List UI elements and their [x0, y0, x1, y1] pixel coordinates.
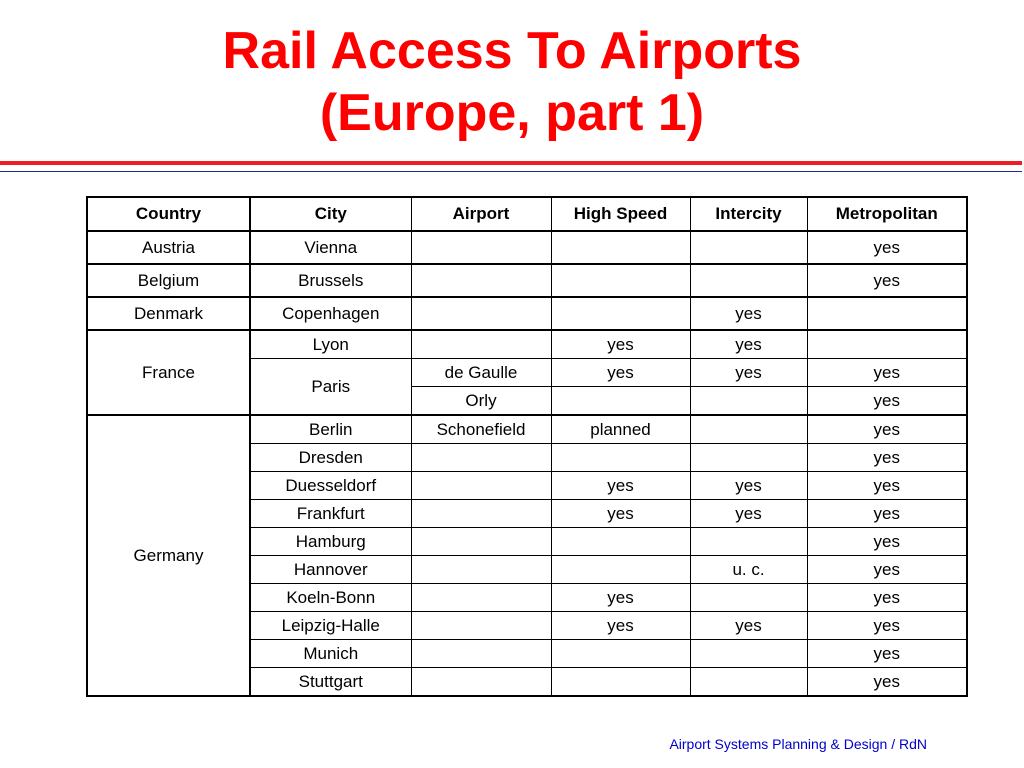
cell-city: Munich — [250, 640, 411, 668]
cell-city: Brussels — [250, 264, 411, 297]
cell-intercity — [690, 444, 807, 472]
slide-title-line2: (Europe, part 1) — [319, 84, 705, 142]
cell-airport — [411, 584, 551, 612]
blue-divider — [0, 171, 1022, 172]
cell-high-speed — [551, 640, 690, 668]
cell-metropolitan: yes — [807, 415, 967, 444]
cell-airport — [411, 264, 551, 297]
cell-metropolitan: yes — [807, 264, 967, 297]
cell-airport — [411, 528, 551, 556]
cell-metropolitan: yes — [807, 528, 967, 556]
cell-airport — [411, 668, 551, 697]
cell-metropolitan: yes — [807, 640, 967, 668]
cell-metropolitan: yes — [807, 584, 967, 612]
cell-country: Belgium — [87, 264, 250, 297]
cell-city: Stuttgart — [250, 668, 411, 697]
cell-high-speed — [551, 556, 690, 584]
cell-metropolitan: yes — [807, 231, 967, 264]
cell-airport — [411, 297, 551, 330]
cell-airport — [411, 612, 551, 640]
cell-intercity: yes — [690, 359, 807, 387]
cell-metropolitan: yes — [807, 472, 967, 500]
header-city: City — [250, 197, 411, 231]
cell-high-speed: yes — [551, 330, 690, 359]
cell-metropolitan: yes — [807, 556, 967, 584]
cell-city: Frankfurt — [250, 500, 411, 528]
cell-high-speed — [551, 264, 690, 297]
table-row — [87, 330, 967, 359]
table-row — [87, 264, 967, 297]
cell-city: Hannover — [250, 556, 411, 584]
cell-intercity: u. c. — [690, 556, 807, 584]
cell-airport: Schonefield — [411, 415, 551, 444]
slide-title-line1: Rail Access To Airports — [222, 22, 802, 80]
cell-high-speed: yes — [551, 359, 690, 387]
cell-city: Hamburg — [250, 528, 411, 556]
cell-metropolitan: yes — [807, 668, 967, 697]
cell-airport — [411, 330, 551, 359]
cell-city: Leipzig-Halle — [250, 612, 411, 640]
table-row — [87, 297, 967, 330]
cell-intercity — [690, 264, 807, 297]
cell-intercity — [690, 415, 807, 444]
cell-intercity: yes — [690, 472, 807, 500]
red-divider — [0, 161, 1022, 165]
cell-intercity: yes — [690, 297, 807, 330]
header-metropolitan: Metropolitan — [807, 197, 967, 231]
cell-high-speed — [551, 444, 690, 472]
cell-airport — [411, 444, 551, 472]
cell-high-speed: yes — [551, 612, 690, 640]
cell-high-speed: yes — [551, 472, 690, 500]
header-intercity: Intercity — [690, 197, 807, 231]
cell-city: Koeln-Bonn — [250, 584, 411, 612]
cell-airport: Orly — [411, 387, 551, 416]
cell-country: Denmark — [87, 297, 250, 330]
header-airport: Airport — [411, 197, 551, 231]
cell-country: Germany — [87, 415, 250, 696]
cell-metropolitan: yes — [807, 612, 967, 640]
cell-city: Dresden — [250, 444, 411, 472]
table-header-row — [87, 197, 967, 231]
cell-high-speed — [551, 231, 690, 264]
header-high-speed: High Speed — [551, 197, 690, 231]
table-row — [87, 231, 967, 264]
rail-access-table — [86, 196, 968, 697]
cell-intercity — [690, 231, 807, 264]
cell-intercity — [690, 528, 807, 556]
cell-metropolitan — [807, 330, 967, 359]
cell-intercity: yes — [690, 500, 807, 528]
cell-high-speed — [551, 528, 690, 556]
cell-metropolitan: yes — [807, 387, 967, 416]
cell-high-speed — [551, 668, 690, 697]
cell-intercity — [690, 387, 807, 416]
cell-metropolitan: yes — [807, 444, 967, 472]
cell-city: Vienna — [250, 231, 411, 264]
slide-title — [0, 20, 1024, 144]
cell-airport: de Gaulle — [411, 359, 551, 387]
cell-metropolitan: yes — [807, 359, 967, 387]
cell-intercity: yes — [690, 612, 807, 640]
cell-airport — [411, 231, 551, 264]
cell-airport — [411, 640, 551, 668]
cell-high-speed: yes — [551, 500, 690, 528]
cell-metropolitan — [807, 297, 967, 330]
cell-high-speed — [551, 387, 690, 416]
cell-country: Austria — [87, 231, 250, 264]
cell-city: Berlin — [250, 415, 411, 444]
cell-city: Copenhagen — [250, 297, 411, 330]
cell-metropolitan: yes — [807, 500, 967, 528]
table-row — [87, 415, 967, 444]
cell-country: France — [87, 330, 250, 415]
cell-city: Lyon — [250, 330, 411, 359]
cell-airport — [411, 472, 551, 500]
cell-high-speed: yes — [551, 584, 690, 612]
cell-airport — [411, 556, 551, 584]
cell-city: Duesseldorf — [250, 472, 411, 500]
cell-intercity: yes — [690, 330, 807, 359]
footer-credit: Airport Systems Planning & Design / RdN — [669, 736, 927, 752]
cell-intercity — [690, 584, 807, 612]
cell-intercity — [690, 640, 807, 668]
cell-intercity — [690, 668, 807, 697]
header-country: Country — [87, 197, 250, 231]
cell-city: Paris — [250, 359, 411, 416]
cell-high-speed: planned — [551, 415, 690, 444]
cell-high-speed — [551, 297, 690, 330]
cell-airport — [411, 500, 551, 528]
